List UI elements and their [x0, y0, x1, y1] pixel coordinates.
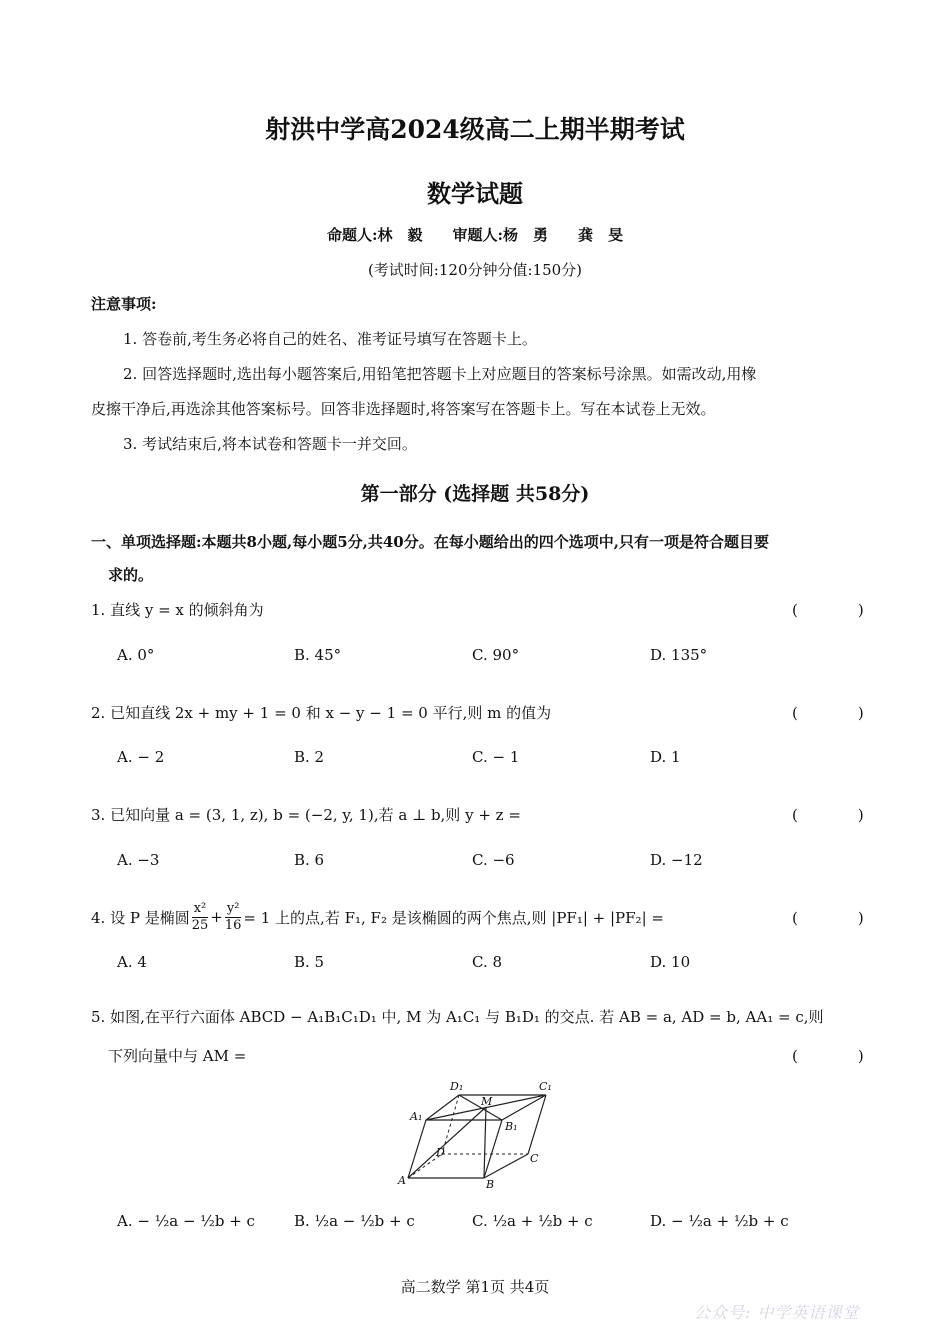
q4-option-a: A. 4 [117, 953, 147, 971]
q4-frac2-den: 16 [224, 917, 242, 933]
question-1-answer-paren: ( ) [792, 601, 864, 619]
q3-option-b: B. 6 [294, 851, 325, 869]
label-A: A [398, 1174, 406, 1187]
question-3-answer-paren: ( ) [792, 806, 864, 824]
q4-fraction-y [225, 901, 242, 934]
q5-option-c: C. ½a + ½b + c [472, 1212, 593, 1230]
question-2-stem: 2. 已知直线 2x + my + 1 = 0 和 x − y − 1 = 0 平行,则 m 的值为 [91, 704, 552, 722]
q5-option-a: A. − ½a − ½b + c [117, 1212, 255, 1230]
label-M: M [481, 1095, 493, 1108]
section-instructions: 一、单项选择题:本题共8小题,每小题5分,共40分。在每小题给出的四个选项中,只有一项是符合题目要 [91, 533, 769, 551]
q4-stem-post: = 1 上的点,若 F₁, F₂ 是该椭圆的两个焦点,则 |PF₁| + |PF₂| = [243, 908, 664, 927]
label-D: D [436, 1146, 445, 1159]
q4-option-b: B. 5 [294, 953, 325, 971]
note-item-2: 2. 回答选择题时,选出每小题答案后,用铅笔把答题卡上对应题目的答案标号涂黑。如需改动,用橡 [123, 365, 757, 383]
watermark: 公众号: 中学英语课堂 [694, 1303, 860, 1322]
parallelepiped-figure [392, 1074, 562, 1194]
q1-option-b: B. 45° [294, 646, 342, 664]
question-1-stem: 1. 直线 y = x 的倾斜角为 [91, 601, 264, 619]
note-item-3: 3. 考试结束后,将本试卷和答题卡一并交回。 [123, 435, 417, 453]
q1-option-c: C. 90° [472, 646, 520, 664]
q5-option-d: D. − ½a + ½b + c [650, 1212, 789, 1230]
label-B1: B₁ [505, 1120, 518, 1133]
q4-frac1-den: 25 [191, 917, 209, 933]
q4-frac1-num: x² [193, 900, 207, 916]
q4-fraction-x [192, 901, 209, 934]
note-item-2-cont: 皮擦干净后,再选涂其他答案标号。回答非选择题时,将答案写在答题卡上。写在本试卷上无效。 [91, 400, 716, 418]
question-5-answer-paren: ( ) [792, 1047, 864, 1065]
part1-heading: 第一部分 (选择题 共58分) [360, 483, 590, 505]
note-item-1: 1. 答卷前,考生务必将自己的姓名、准考证号填写在答题卡上。 [123, 330, 537, 348]
exam-info: (考试时间:120分钟分值:150分) [367, 261, 583, 279]
line-B-M [484, 1107, 486, 1178]
q2-option-c: C. − 1 [472, 748, 520, 766]
question-4-answer-paren: ( ) [792, 909, 864, 927]
q4-option-d: D. 10 [650, 953, 691, 971]
q3-option-c: C. −6 [472, 851, 515, 869]
section-instructions-cont: 求的。 [108, 566, 154, 584]
q4-option-c: C. 8 [472, 953, 503, 971]
q1-option-a: A. 0° [117, 646, 155, 664]
question-2-answer-paren: ( ) [792, 704, 864, 722]
subject-title: 数学试题 [427, 179, 523, 208]
page-footer: 高二数学 第1页 共4页 [400, 1278, 550, 1296]
exam-title: 射洪中学高2024级高二上期半期考试 [265, 115, 685, 144]
label-D1: D₁ [450, 1080, 464, 1093]
q3-option-a: A. −3 [117, 851, 160, 869]
q4-frac2-num: y² [226, 900, 240, 916]
question-3-stem: 3. 已知向量 a = (3, 1, z), b = (−2, y, 1),若 a ⊥ b,则 y + z = [91, 806, 521, 824]
notes-heading: 注意事项: [91, 295, 157, 313]
q4-plus: + [210, 908, 223, 926]
q1-option-d: D. 135° [650, 646, 708, 664]
q2-option-b: B. 2 [294, 748, 325, 766]
question-5-stem-cont: 下列向量中与 AM = [108, 1047, 247, 1065]
q3-option-d: D. −12 [650, 851, 703, 869]
label-C1: C₁ [539, 1080, 552, 1093]
q2-option-d: D. 1 [650, 748, 681, 766]
label-A1: A₁ [410, 1110, 423, 1123]
q2-option-a: A. − 2 [117, 748, 165, 766]
question-5-stem: 5. 如图,在平行六面体 ABCD − A₁B₁C₁D₁ 中, M 为 A₁C₁ 与 B₁D₁ 的交点. 若 AB = a, AD = b, AA₁ = c,则 [91, 1008, 824, 1026]
q5-option-b: B. ½a − ½b + c [294, 1212, 415, 1230]
authors-line: 命题人:林 毅 审题人:杨 勇 龚 旻 [326, 226, 624, 244]
label-C: C [530, 1152, 539, 1165]
label-B: B [486, 1178, 495, 1191]
question-4-stem [91, 898, 664, 936]
q4-stem-pre: 4. 设 P 是椭圆 [91, 908, 190, 927]
